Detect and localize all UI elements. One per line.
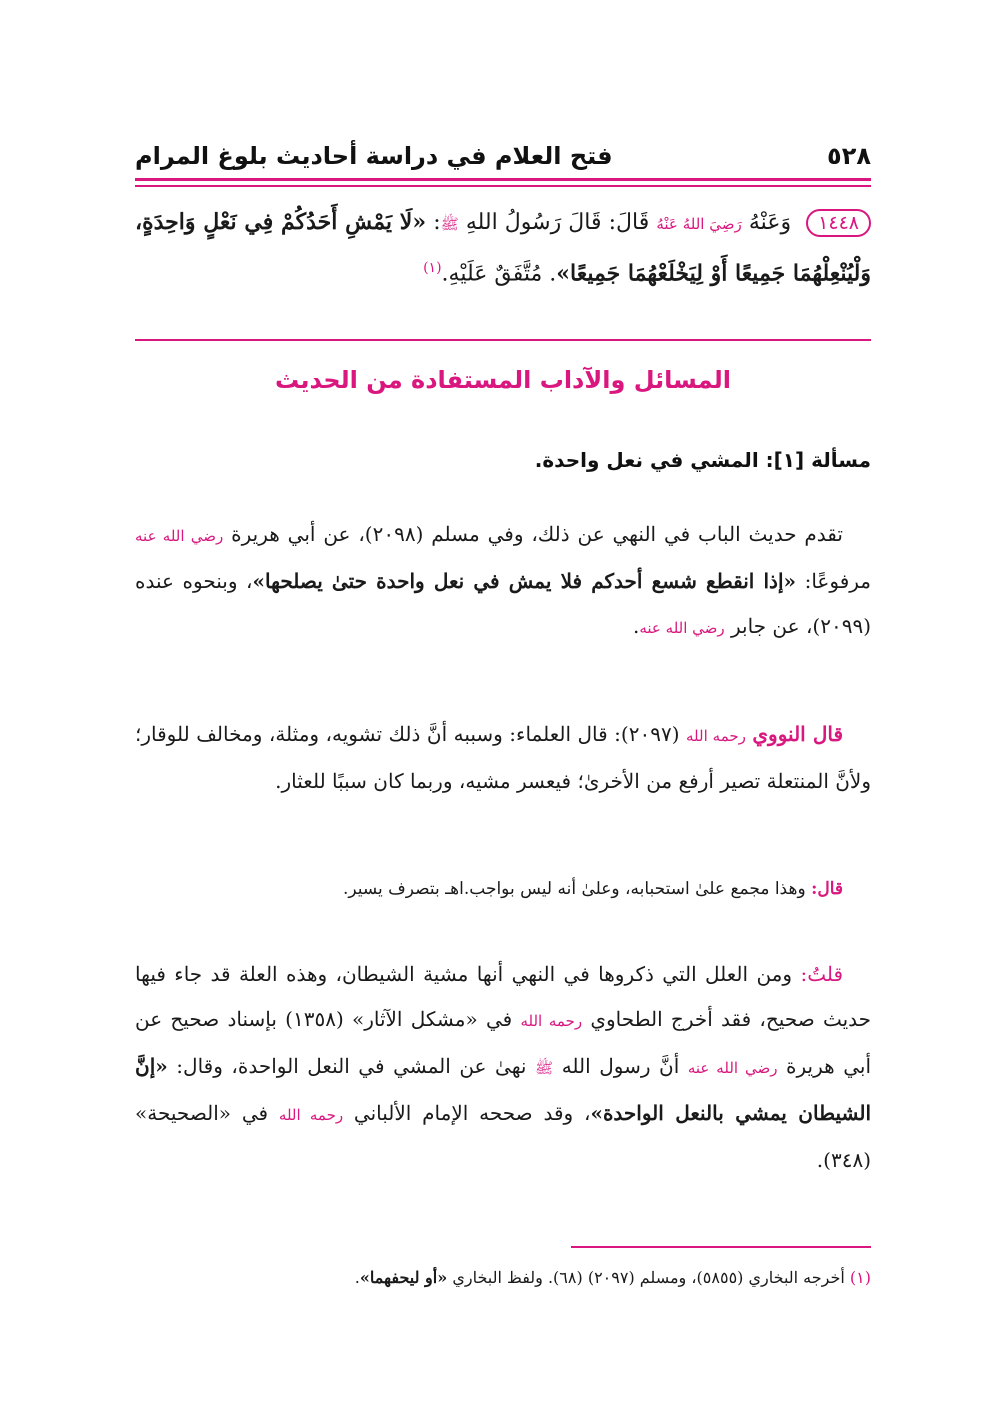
quote: «إذا انقطع شسع أحدكم فلا يمش في نعل واحدة حتىٰ يصلحها» (252, 569, 797, 593)
hadith-block (135, 200, 871, 296)
qultu-label: قلتُ: (800, 962, 844, 986)
page-number: ٥٢٨ (827, 142, 871, 170)
hadith-said: قَالَ: قَالَ رَسُولُ اللهِ (465, 210, 650, 235)
honorific: رحمه الله (686, 727, 746, 745)
honorific: ﷺ (535, 1059, 554, 1077)
page-header (135, 120, 871, 170)
p4-text: ، وقد صححه الإمام الألباني (353, 1101, 591, 1125)
speaker: قال النووي (752, 722, 844, 746)
p4-text: نهىٰ عن المشي في النعل الواحدة، وقال: (176, 1054, 527, 1078)
footnote (135, 1262, 871, 1294)
p4-text: ومن العلل التي ذكروها في النهي أنها مشية الشيطان، وهذه العلة قد جاء فيها حديث صحيح، فقد أخرج الطحاوي (135, 962, 872, 1031)
hadith-rule (135, 339, 871, 341)
footnote-end: . (354, 1268, 360, 1287)
honorific: رضي الله عنه (687, 1059, 778, 1077)
paragraph-4 (135, 952, 871, 1183)
hadith-text: «لَا يَمْشِ أَحَدُكُمْ فِي نَعْلٍ وَاحِدَةٍ، وَلْيُنْعِلْهُمَا جَمِيعًا أَوْ لِيَخْلَعْهُمَا جَمِيعًا» (135, 209, 871, 287)
hadith-ending: . مُتَّفَقٌ عَلَيْهِ. (441, 261, 557, 287)
footnote-text: أخرجه البخاري (٥٨٥٥)، ومسلم (٢٠٩٧) (٦٨). ولفظ البخاري (452, 1268, 845, 1287)
p1-text: تقدم حديث الباب في النهي عن ذلك، وفي مسلم (٢٠٩٨)، عن أبي هريرة (231, 522, 843, 546)
book-title: فتح العلام في دراسة أحاديث بلوغ المرام (135, 142, 613, 170)
issue-label: مسألة [١]: (765, 448, 871, 472)
hadith-intro: وَعَنْهُ (748, 210, 792, 235)
footnote-ref: (١) (423, 260, 442, 276)
p1-text: مرفوعًا: (804, 569, 871, 593)
footnote-quote: «أو ليحفهما» (359, 1268, 448, 1287)
header-rule-thin (135, 185, 871, 187)
issue-heading (135, 448, 871, 472)
issue-title: المشي في نعل واحدة. (534, 448, 759, 472)
honorific-companion: رَضِيَ اللهُ عَنْهُ (656, 215, 742, 233)
section-title: المسائل والآداب المستفادة من الحديث (275, 366, 731, 394)
honorific-prophet: ﷺ (440, 215, 459, 233)
p3-text: وهذا مجمع علىٰ استحبابه، وعلىٰ أنه ليس بواجب.اهـ بتصرف يسير. (342, 879, 806, 899)
paragraph-1 (135, 512, 871, 651)
p1-end: . (633, 614, 640, 638)
honorific: رضي الله عنه (135, 527, 224, 545)
honorific: رحمه الله (520, 1012, 583, 1030)
quote: «إنَّ الشيطان يمشي بالنعل الواحدة» (135, 1054, 871, 1125)
paragraph-2 (135, 712, 871, 804)
footnote-number: (١) (849, 1268, 871, 1287)
hadith-number-badge: ١٤٤٨ (806, 209, 871, 237)
p4-text: في «الصحيحة» (٣٤٨). (135, 1101, 871, 1172)
honorific: رضي الله عنه (639, 619, 725, 637)
p1-text: ، وبنحوه عنده (٢٠٩٩)، عن جابر (135, 569, 871, 638)
footnote-rule (571, 1246, 871, 1248)
paragraph-3 (135, 872, 871, 906)
honorific: رحمه الله (278, 1106, 344, 1124)
p4-text: في «مشكل الآثار» (١٣٥٨) بإسناد صحيح عن أبي هريرة (135, 1007, 872, 1078)
p2-text: (٢٠٩٧): قال العلماء: وسببه أنَّ ذلك تشويه، ومثلة، ومخالف للوقار؛ ولأنَّ المنتعلة تصير أرفع من الأخرىٰ؛ فيعسر مشيه، وربما كان سببًا للعثار. (135, 722, 871, 793)
said-label: قال: (811, 879, 843, 899)
header-rule-thick (135, 178, 871, 181)
hadith-colon: : (433, 210, 441, 235)
p4-text: أنَّ رسول الله (561, 1054, 680, 1078)
